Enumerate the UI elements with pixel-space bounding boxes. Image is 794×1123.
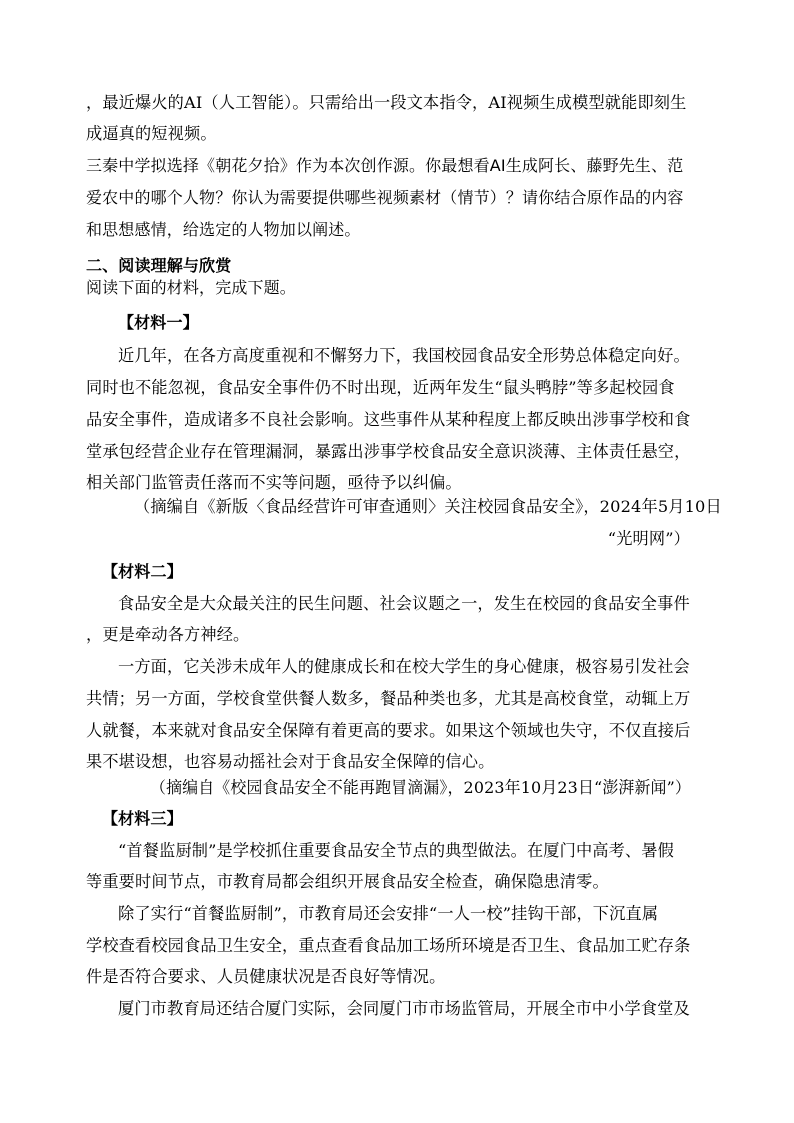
material1-title: 【材料一】 [118, 313, 199, 332]
section-instruction: 阅读下面的材料，完成下题。 [86, 278, 296, 297]
material3-line-1: “首餐监厨制”是学校抓住重要食品安全节点的典型做法。在厦门中高考、暑假 [118, 841, 674, 860]
task-line-1: 三秦中学拟选择《朝花夕拾》作为本次创作源。你最想看AI生成阿长、藤野先生、范 [86, 156, 684, 175]
material1-line-3: 品安全事件，造成诸多不良社会影响。这些事件从某种程度上都反映出涉事学校和食 [86, 410, 691, 429]
material3-line-2: 等重要时间节点，市教育局都会组织开展食品安全检查，确保隐患清零。 [86, 872, 609, 891]
material1-line-1: 近几年，在各方高度重视和不懈努力下，我国校园食品安全形势总体稳定向好。 [118, 346, 690, 365]
material3-line-6: 厦门市教育局还结合厦门实际，会同厦门市市场监管局，开展全市中小学食堂及 [118, 999, 690, 1018]
intro-line-1: ，最近爆火的AI（人工智能）。只需给出一段文本指令，AI视频生成模型就能即刻生 [86, 93, 687, 112]
material2-line-3: 一方面，它关涉未成年人的健康成长和在校大学生的身心健康，极容易引发社会 [118, 657, 690, 676]
material1-source-line-2: “光明网”） [607, 529, 690, 548]
material2-line-5: 人就餐，本来就对食品安全保障有着更高的要求。如果这个领域也失守，不仅直接后 [86, 721, 691, 740]
material2-line-1: 食品安全是大众最关注的民生问题、社会议题之一，发生在校园的食品安全事件 [118, 594, 690, 613]
material2-line-2: ，更是牵动各方神经。 [86, 625, 250, 644]
material2-line-6: 果不堪设想，也容易动摇社会对于食品安全保障的信心。 [86, 752, 495, 771]
material2-title: 【材料二】 [102, 562, 183, 581]
material1-line-4: 堂承包经营企业存在管理漏洞，暴露出涉事学校食品安全意识淡薄、主体责任悬空， [86, 442, 691, 461]
material2-line-4: 共情；另一方面，学校食堂供餐人数多，餐品种类也多，尤其是高校食堂，动辄上万 [86, 689, 691, 708]
section-heading: 二、阅读理解与欣赏 [86, 256, 232, 275]
material3-line-3: 除了实行“首餐监厨制”，市教育局还会安排“一人一校”挂钩干部，下沉直属 [118, 904, 659, 923]
task-line-2: 爱农中的哪个人物？你认为需要提供哪些视频素材（情节）？请你结合原作品的内容 [86, 188, 684, 207]
intro-line-2: 成逼真的短视频。 [86, 124, 217, 143]
material2-source: （摘编自《校园食品安全不能再跑冒滴漏》，2023年10月23日“澎湃新闻”） [150, 778, 692, 797]
material1-source-line-1: （摘编自《新版〈食品经营许可审查通则〉关注校园食品安全》，2024年5月10日 [134, 497, 722, 516]
material3-line-5: 件是否符合要求、人员健康状况是否良好等情况。 [86, 967, 446, 986]
material1-line-5: 相关部门监管责任落而不实等问题，亟待予以纠偏。 [86, 473, 462, 492]
material3-title: 【材料三】 [102, 809, 183, 828]
material1-line-2: 同时也不能忽视，食品安全事件仍不时出现，近两年发生“鼠头鸭脖”等多起校园食 [86, 378, 675, 397]
material3-line-4: 学校查看校园食品卫生安全，重点查看食品加工场所环境是否卫生、食品加工贮存条 [86, 936, 691, 955]
task-line-3: 和思想感情，给选定的人物加以阐述。 [86, 220, 361, 239]
